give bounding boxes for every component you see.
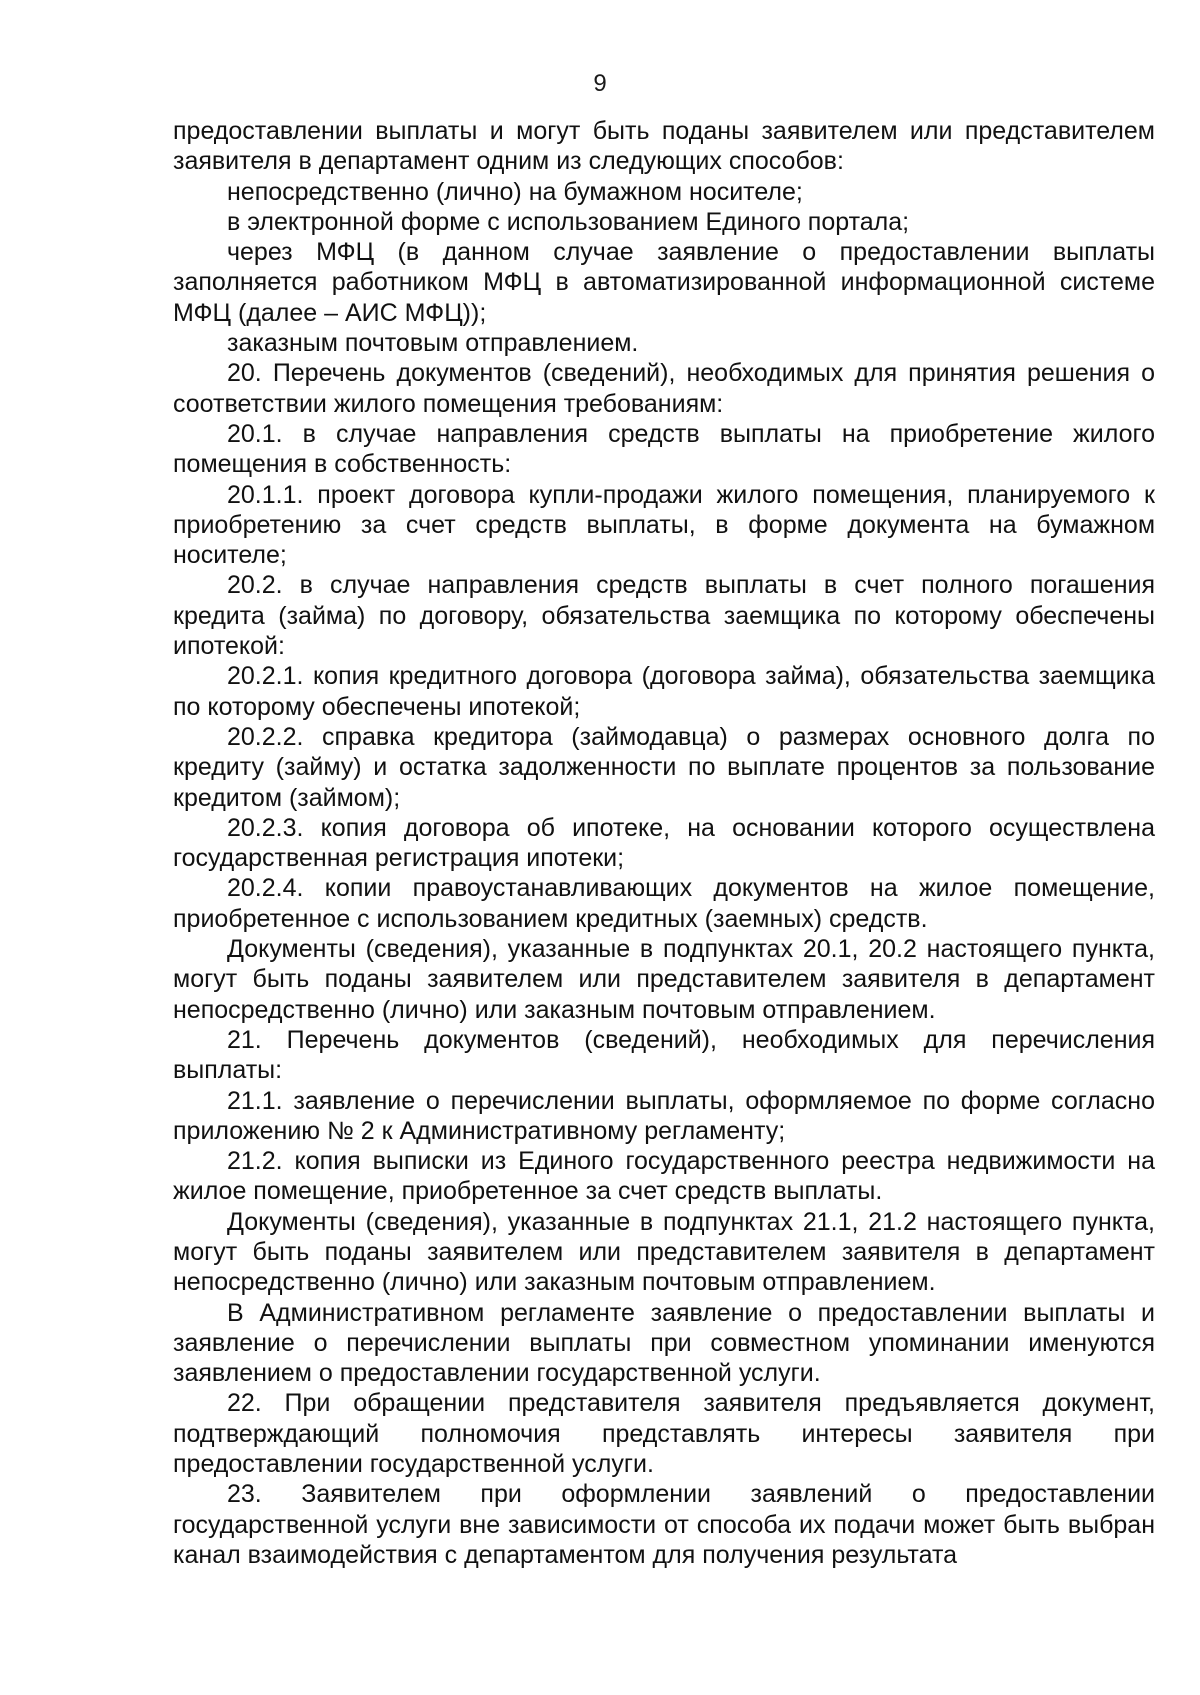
paragraph: 20.2.2. справка кредитора (займодавца) о размерах основного долга по кредиту (займу) и остатка задолженности по выплате процентов за пользование кредитом (займом); bbox=[173, 722, 1155, 812]
paragraph: 20.2.4. копии правоустанавливающих документов на жилое помещение, приобретенное с использованием кредитных (заемных) средств. bbox=[173, 874, 1155, 933]
paragraph: В Административном регламенте заявление о предоставлении выплаты и заявление о перечислении выплаты при совместном упоминании именуются заявлением о предоставлении государственной услуги. bbox=[173, 1298, 1155, 1388]
paragraph: Документы (сведения), указанные в подпунктах 21.1, 21.2 настоящего пункта, могут быть поданы заявителем или представителем заявителя в департамент непосредственно (лично) или заказным почтовым отправлением. bbox=[173, 1207, 1155, 1297]
paragraph: 20.2.3. копия договора об ипотеке, на основании которого осуществлена государственная регистрация ипотеки; bbox=[173, 813, 1155, 873]
paragraph: 21.1. заявление о перечислении выплаты, оформляемое по форме согласно приложению № 2 к Административному регламенту; bbox=[173, 1086, 1155, 1145]
paragraph: предоставлении выплаты и могут быть поданы заявителем или представителем заявителя в департамент одним из следующих способов: bbox=[173, 117, 1155, 176]
paragraph: 22. При обращении представителя заявителя предъявляется документ, подтверждающий полномочия представлять интересы заявителя при предоставлении государственной услуги. bbox=[173, 1389, 1155, 1479]
paragraph: через МФЦ (в данном случае заявление о предоставлении выплаты заполняется работником МФЦ в автоматизированной информационной системе МФЦ (далее – АИС МФЦ)); bbox=[173, 238, 1155, 327]
paragraph: 20.2.1. копия кредитного договора (договора займа), обязательства заемщика по которому обеспечены ипотекой; bbox=[173, 662, 1155, 721]
paragraph: 20.1. в случае направления средств выплаты на приобретение жилого помещения в собственность: bbox=[173, 419, 1155, 479]
paragraph: 23. Заявителем при оформлении заявлений о предоставлении государственной услуги вне зависимости от способа их подачи может быть выбран канал взаимодействия с департаментом для получения результата bbox=[173, 1480, 1155, 1569]
paragraph: 20.2. в случае направления средств выплаты в счет полного погашения кредита (займа) по договору, обязательства заемщика по которому обеспечены ипотекой: bbox=[173, 571, 1155, 661]
paragraph: Документы (сведения), указанные в подпунктах 20.1, 20.2 настоящего пункта, могут быть поданы заявителем или представителем заявителя в департамент непосредственно (лично) или заказным почтовым отправлением. bbox=[173, 935, 1155, 1024]
paragraph: 20.1.1. проект договора купли-продажи жилого помещения, планируемого к приобретению за счет средств выплаты, в форме документа на бумажном носителе; bbox=[173, 480, 1155, 570]
document-body bbox=[173, 116, 1155, 1570]
paragraph: 21. Перечень документов (сведений), необходимых для перечисления выплаты: bbox=[173, 1025, 1155, 1085]
paragraph: в электронной форме с использованием Единого портала; bbox=[227, 207, 910, 236]
paragraph: 21.2. копия выписки из Единого государственного реестра недвижимости на жилое помещение, приобретенное за счет средств выплаты. bbox=[173, 1147, 1155, 1206]
paragraph: непосредственно (лично) на бумажном носителе; bbox=[227, 177, 803, 206]
paragraph: 20. Перечень документов (сведений), необходимых для принятия решения о соответствии жилого помещения требованиям: bbox=[173, 359, 1155, 418]
page-number: 9 bbox=[593, 70, 607, 97]
paragraph: заказным почтовым отправлением. bbox=[227, 329, 639, 358]
